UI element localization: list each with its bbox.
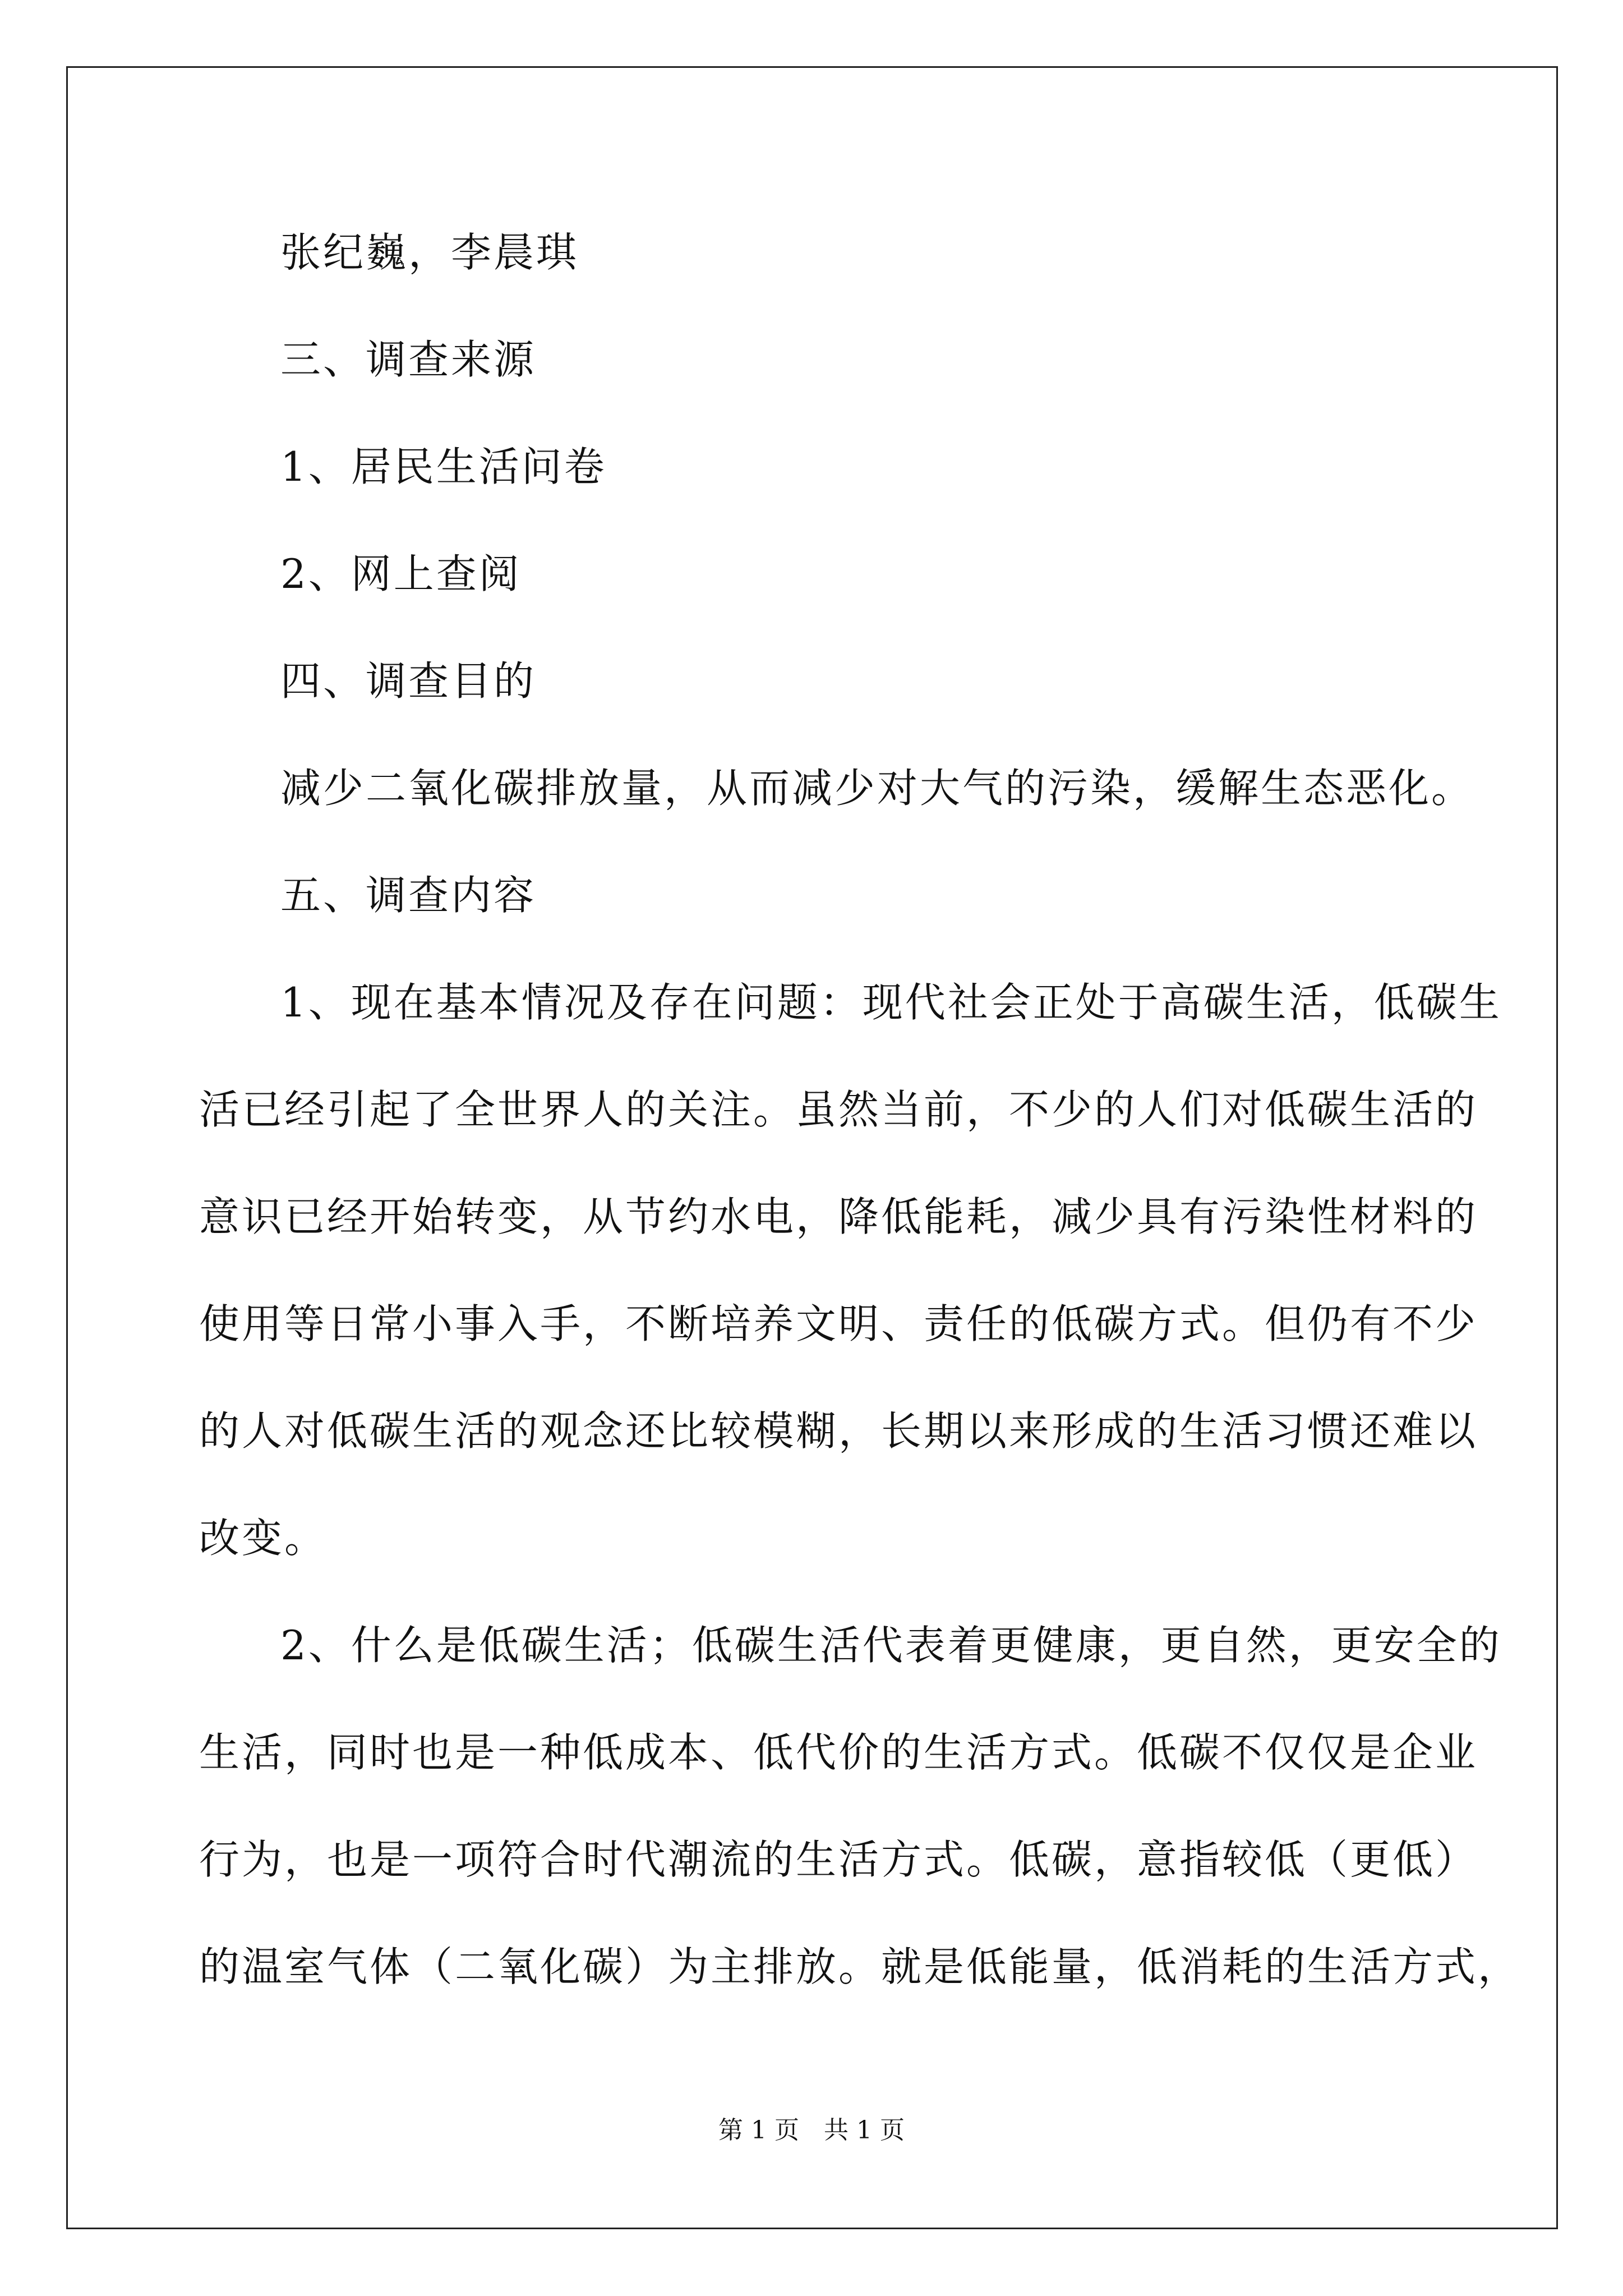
- paragraph-line: 改变。: [199, 1515, 328, 1562]
- section-heading: 五、调查内容: [280, 872, 537, 919]
- paragraph-line: 的人对低碳生活的观念还比较模糊，长期以来形成的生活习惯还难以: [199, 1407, 1478, 1455]
- paragraph-line: 使用等日常小事入手，不断培养文明、责任的低碳方式。但仍有不少: [199, 1300, 1478, 1347]
- paragraph-line: 行为，也是一项符合时代潮流的生活方式。低碳，意指较低（更低）: [199, 1836, 1478, 1883]
- paragraph-line: 1、现在基本情况及存在问题：现代社会正处于高碳生活，低碳生: [280, 979, 1502, 1026]
- page-number: 第 1 页 共 1 页: [718, 2116, 905, 2145]
- paragraph-line: 的温室气体（二氧化碳）为主排放。就是低能量，低消耗的生活方式，: [199, 1943, 1521, 1990]
- paragraph-line: 2、什么是低碳生活；低碳生活代表着更健康，更自然，更安全的: [280, 1622, 1502, 1669]
- paragraph-line: 意识已经开始转变，从节约水电，降低能耗，减少具有污染性材料的: [199, 1193, 1478, 1240]
- paragraph-line: 张纪巍，李晨琪: [280, 229, 579, 276]
- list-item: 2、网上查阅: [280, 550, 522, 597]
- section-heading: 四、调查目的: [280, 657, 537, 705]
- paragraph-line: 减少二氧化碳排放量，从而减少对大气的污染，缓解生态恶化。: [280, 765, 1474, 812]
- paragraph-line: 生活，同时也是一种低成本、低代价的生活方式。低碳不仅仅是企业: [199, 1729, 1478, 1776]
- paragraph-line: 活已经引起了全世界人的关注。虽然当前，不少的人们对低碳生活的: [199, 1086, 1478, 1133]
- page-border: [66, 66, 1558, 2229]
- list-item: 1、居民生活问卷: [280, 443, 607, 490]
- section-heading: 三、调查来源: [280, 336, 537, 383]
